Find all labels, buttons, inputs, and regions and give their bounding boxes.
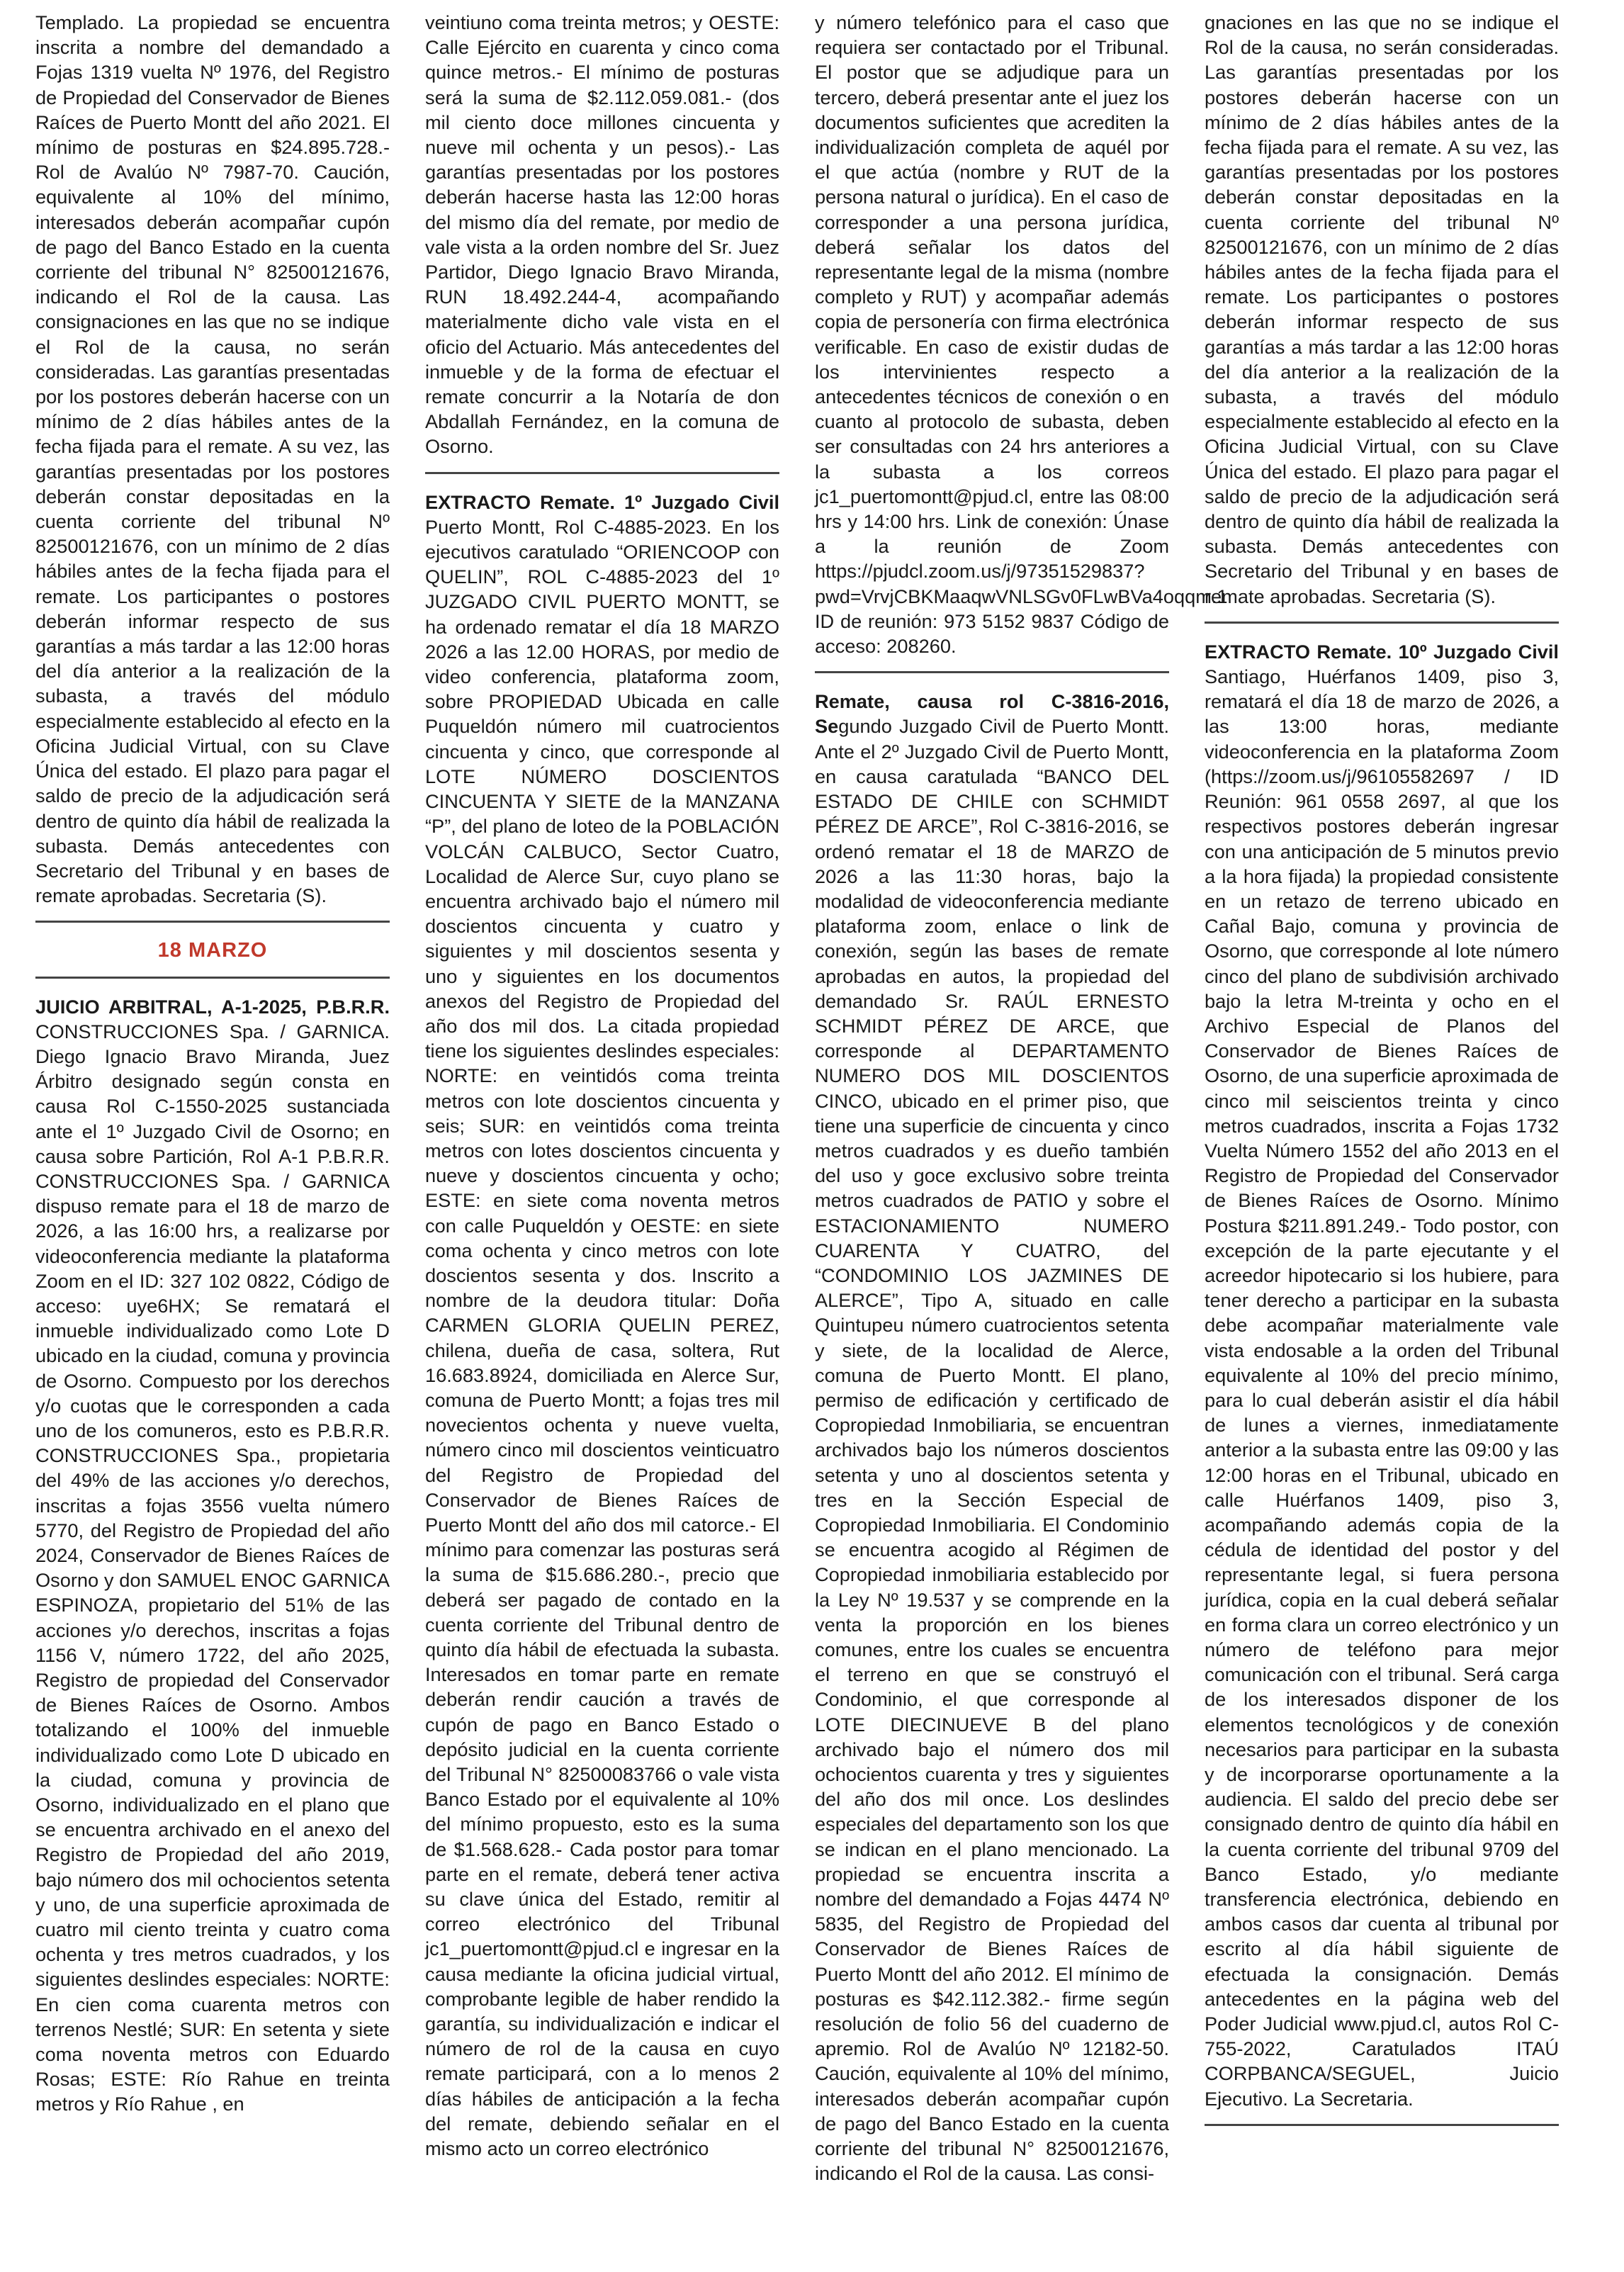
divider [815,671,1169,673]
column-1 [35,10,390,2263]
notice-body: gundo Juzgado Civil de Puerto Montt. Ante el 2º Juzgado Civil de Puerto Montt, en causa caratulada “BANCO DEL ESTADO DE CHILE con SCHMIDT PÉREZ DE ARCE”, Rol C-3816-2016, se ordenó rematar el 18 de MARZO de 2026 a las 11:30 horas, bajo la modalidad de videoconferencia mediante plataforma zoom, enlace o link de conexión, según las bases de remate aprobadas en autos, la propiedad del demandado Sr. RAÚL ERNESTO SCHMIDT PÉREZ DE ARCE, que corresponde al DEPARTAMENTO NUMERO DOS MIL DOSCIENTOS CINCO, ubicado en el primer piso, que tiene una superficie de cincuenta y cinco metros cuadrados y es dueño también del uso y goce exclusivo sobre treinta metros cuadrados de PATIO y sobre el ESTACIONAMIENTO NUMERO CUARENTA Y CUATRO, del “CONDOMINIO LOS JAZMINES DE ALERCE”, Tipo A, situado en calle Quintupeu número cuatrocientos setenta y siete, de la localidad de Alerce, comuna de Puerto Montt. El plano, permiso de edificación y certificado de Copropiedad Inmobiliaria, se encuentran archivados bajo los números doscientos setenta y uno al doscientos setenta y tres en la Sección Especial de Copropiedad Inmobiliaria. El Condominio se encuentra acogido al Régimen de Copropiedad inmobiliaria establecido por la Ley Nº 19.537 y se comprende en la venta la proporción en los bienes comunes, entre los cuales se encuentra el terreno en que se construyó el Condominio, el que corresponde al LOTE DIECINUEVE B del plano archivado bajo el número dos mil ochocientos cuarenta y tres y siguientes del año dos mil once. Los deslindes especiales del departamento son los que se indican en el plano mencionado. La propiedad se encuentra inscrita a nombre del demandado a Fojas 4474 Nº 5835, del Registro de Propiedad del Conservador de Bienes Raíces de Puerto Montt del año 2012. El mínimo de posturas es $42.112.382.- firme según resolución de folio 56 del cuaderno de apremio. Rol de Avalúo Nº 12182-50. Caución, equivalente al 10% del mínimo, interesados deberán acompañar cupón de pago del Banco Estado en la cuenta corriente del tribunal N° 82500121676, indicando el Rol de la causa. Las consi- [815,715,1169,2185]
divider [35,921,390,923]
notice-body: Puerto Montt, Rol C-4885-2023. En los ejecutivos caratulado “ORIENCOOP con QUELIN”, ROL C-4885-2023 del 1º JUZGADO CIVIL PUERTO MONTT, se ha ordenado rematar el día 18 MARZO 2026 a las 12.00 HORAS, por medio de video conferencia, plataforma zoom, sobre PROPIEDAD Ubicada en calle Puqueldón número mil cuatrocientos cincuenta y cinco, que corresponde al LOTE NÚMERO DOSCIENTOS CINCUENTA Y SIETE de la MANZANA “P”, del plano de loteo de la POBLACIÓN VOLCÁN CALBUCO, Sector Cuatro, Localidad de Alerce Sur, cuyo plano se encuentra archivado bajo el número mil doscientos cincuenta y cuatro y siguientes y mil doscientos sesenta y uno y siguientes en los documentos anexos del Registro de Propiedad del año dos mil dos. La citada propiedad tiene los siguientes deslindes especiales: NORTE: en veintidós coma treinta metros con lote doscientos cincuenta y seis; SUR: en veintidós coma treinta metros con lotes doscientos cincuenta y nueve y doscientos cincuenta y ocho; ESTE: en siete coma noventa metros con calle Puqueldón y OESTE: en siete coma ochenta y cinco metros con lote doscientos sesenta y dos. Inscrito a nombre de la deudora titular: Doña CARMEN GLORIA QUELIN PEREZ, chilena, dueña de casa, soltera, Rut 16.683.8924, domiciliada en Alerce Sur, comuna de Puerto Montt; a fojas tres mil novecientos ochenta y nueve vuelta, número cinco mil doscientos veinticuatro del Registro de Propiedad del Conservador de Bienes Raíces de Puerto Montt del año dos mil catorce.- El mínimo para comenzar las posturas será la suma de $15.686.280.-, precio que deberá ser pagado de contado en la cuenta corriente del Tribunal dentro de quinto día hábil de efectuada la subasta. Interesados en tomar parte en remate deberán rendir caución a través de cupón de pago en Banco Estado o depósito judicial en la cuenta corriente del Tribunal N° 82500083766 o vale vista Banco Estado por el equivalente al 10% del mínimo propuesto, esto es la suma de $1.568.628.- Cada postor para tomar parte en el remate, deberá tener activa su clave única del Estado, remitir al correo electrónico del Tribunal jc1_puertomontt@pjud.cl e ingresar en la causa mediante la oficina judicial virtual, comprobante legible de haber rendido la garantía, su individualización e indicar el número de rol de la causa en cuyo remate participará, con a lo menos 2 días hábiles de anticipación a la fecha del remate, debiendo señalar en el mismo acto un correo electrónico [425,515,779,2160]
notice-heading: Remate, causa rol C-3816-2016, Se [815,690,1169,738]
classified-page [35,10,1580,2263]
column-3 [815,10,1228,2263]
divider [35,977,390,979]
date-heading: 18 MARZO [157,939,268,962]
divider [425,472,779,474]
notice-continuation-text: veintiuno coma treinta metros; y OESTE: Calle Ejército en cuarenta y cinco coma quince metros.- El mínimo de posturas será la suma de $2.112.059.081.- (dos mil ciento doce millones cincuenta y nueve mil ochenta y un pesos).- Las garantías presentadas por los postores deberán hacerse hasta las 12:00 horas del mismo día del remate, por medio de vale vista a la orden nombre del Sr. Juez Partidor, Diego Ignacio Bravo Miranda, RUN 18.492.244-4, acompañando materialmente dicho vale vista en el oficio del Actuario. Más antecedentes del inmueble y de la forma de efectuar el remate concurrir a la Notaría de don Abdallah Fernández, en la comuna de Osorno. [425,11,779,458]
notice-continuation-text: y número telefónico para el caso que requiera ser contactado por el Tribunal. El postor que se adjudique para un tercero, deberá presentar ante el juez los documentos suficientes que acrediten la individualización completa de aquél por el que actúa (nombre y RUT de la persona natural o jurídica). En el caso de corresponder a una persona jurídica, deberá señalar los datos del representante legal de la misma (nombre completo y RUT) y acompañar además copia de personería con firma electrónica verificable. En caso de existir dudas de los intervinientes respecto a antecedentes técnicos de conexión o en cuanto al protocolo de subasta, deben ser consultadas con 24 hrs anteriores a la subasta a los correos jc1_puertomontt@pjud.cl, entre las 08:00 hrs y 14:00 hrs. Link de conexión: Únase a la reunión de Zoom https://pjudcl.zoom.us/j/97351529837?pwd=VrvjCBKMaaqwVNLSGv0FLwBVa4oqqm.1 ID de reunión: 973 5152 9837 Código de acceso: 208260. [815,11,1228,658]
notice-extracto-10-juzgado [1205,639,1559,2111]
notice-body: Santiago, Huérfanos 1409, piso 3, rematará el día 18 de marzo de 2026, a las 13:00 horas, mediante videoconferencia en la plataforma Zoom (https://zoom.us/j/96105582697 / ID Reunión: 961 0558 2697, al que los respectivos postores deberán ingresar con una anticipación de 5 minutos previo a la hora fijada) la propiedad consistente en un retazo de terreno ubicado en Cañal Bajo, comuna y provincia de Osorno, que corresponde al lote número cinco del plano de subdivisión archivado bajo la letra M-treinta y ocho en el Archivo Especial de Planos del Conservador de Bienes Raíces de Osorno, de una superficie aproximada de cinco mil seiscientos treinta y cinco metros cuadrados, inscrita a Fojas 1732 Vuelta Número 1552 del año 2013 en el Registro de Propiedad del Conservador de Bienes Raíces de Osorno. Mínimo Postura $211.891.249.- Todo postor, con excepción de la parte ejecutante y el acreedor hipotecario si los hubiere, para tener derecho a participar en la subasta debe acompañar materialmente vale vista endosable a la orden del Tribunal equivalente al 10% del precio mínimo, para lo cual deberán asistir el día hábil de lunes a viernes, inmediatamente anterior a la subasta entre las 09:00 y las 12:00 horas en el Tribunal, ubicado en calle Huérfanos 1409, piso 3, acompañando además copia de la cédula de identidad del postor y del representante legal, si fuera persona jurídica, copia en la cual deberá señalar en forma clara un correo electrónico y un número de teléfono para mejor comunicación con el tribunal. Será carga de los interesados disponer de los elementos tecnológicos y de conexión necesarios para participar en la subasta y de incorporarse oportunamente a la audiencia. El saldo del precio debe ser consignado dentro de quinto día hábil en la cuenta corriente del tribunal 9709 del Banco Estado, y/o mediante transferencia electrónica, debiendo en ambos casos dar cuenta al tribunal por escrito al día hábil siguiente de efectuada la consignación. Demás antecedentes en la página web del Poder Judicial www.pjud.cl, autos Rol C-755-2022, Caratulados ITAÚ CORPBANCA/SEGUEL, Juicio Ejecutivo. La Secretaria. [1205,665,1559,2110]
notice-body: CONSTRUCCIONES Spa. / GARNICA. Diego Ignacio Bravo Miranda, Juez Árbitro designado según consta en causa Rol C-1550-2025 sustanciada ante el 1º Juzgado Civil de Osorno; en causa sobre Partición, Rol A-1 P.B.R.R. CONSTRUCCIONES Spa. / GARNICA dispuso remate para el 18 de marzo de 2026, a las 16:00 hrs, a realizarse por videoconferencia mediante la plataforma Zoom en el ID: 327 102 0822, Código de acceso: uye6HX; Se rematará el inmueble individualizado como Lote D ubicado en la ciudad, comuna y provincia de Osorno. Compuesto por los derechos y/o cuotas que le corresponden a cada uno de los comuneros, esto es P.B.R.R. CONSTRUCCIONES Spa., propietaria del 49% de las acciones y/o derechos, inscritas a fojas 3556 vuelta número 5770, del Registro de Propiedad del año 2024, Conservador de Bienes Raíces de Osorno y don SAMUEL ENOC GARNICA ESPINOZA, propietario del 51% de las acciones y/o derechos, inscritas a fojas 1156 V, número 1722, del año 2025, Registro de propiedad del Conservador de Bienes Raíces de Osorno. Ambos totalizando el 100% del inmueble individualizado como Lote D ubicado en la ciudad, comuna y provincia de Osorno, individualizado en el plano que se encuentra archivado en el anexo del Registro de Propiedad del año 2019, bajo número dos mil ochocientos setenta y uno, de una superficie aproximada de cuatro mil ciento treinta y cuatro coma ochenta y tres metros cuadrados, y los siguientes deslindes especiales: NORTE: En cien coma cuarenta metros con terrenos Nestlé; SUR: En setenta y siete coma noventa metros con Eduardo Rosas; ESTE: Río Rahue en treinta metros y Río Rahue , en [35,1020,390,2115]
notice-continuation-text: Templado. La propiedad se encuentra inscrita a nombre del demandado a Fojas 1319 vuelta Nº 1976, del Registro de Propiedad del Conservador de Bienes Raíces de Puerto Montt del año 2021. El mínimo de posturas en $24.895.728.- Rol de Avalúo Nº 7987-70. Caución, equivalente al 10% del mínimo, interesados deberán acompañar cupón de pago del Banco Estado en la cuenta corriente del tribunal N° 82500121676, indicando el Rol de la causa. Las consignaciones en las que no se indique el Rol de la causa, no serán consideradas. Las garantías presentadas por los postores deberán hacerse con un mínimo de 2 días hábiles antes de la fecha fijada para el remate. A su vez, las garantías presentadas por los postores deberán constar depositadas en la cuenta corriente del tribunal Nº 82500121676, con un mínimo de 2 días hábiles antes de la fecha fijada para el remate. Los participantes o postores deberán informar respecto de sus garantías a más tardar a las 12:00 horas del día anterior a la realización de la subasta, a través del módulo especialmente establecido al efecto en la Oficina Judicial Virtual, con su Clave Única del estado. El plazo para pagar el saldo de precio de la adjudicación será dentro de quinto día hábil de realizada la subasta. Demás antecedentes con Secretario del Tribunal y en bases de remate aprobadas. Secretaria (S). [35,11,390,907]
column-2 [425,10,779,2263]
notice-juicio-arbitral [35,994,390,2117]
notice-extracto-1-juzgado [425,490,779,2161]
notice-continuation-text: gnaciones en las que no se indique el Rol de la causa, no serán consideradas. Las garantías presentadas por los postores deberán hacerse con un mínimo de 2 días hábiles antes de la fecha fijada para el remate. A su vez, las garantías presentadas por los postores deberán constar depositadas en la cuenta corriente del tribunal Nº 82500121676, con un mínimo de 2 días hábiles antes de la fecha fijada para el remate. Los participantes o postores deberán informar respecto de sus garantías a más tardar a las 12:00 horas del día anterior a la realización de la subasta, a través del módulo especialmente establecido al efecto en la Oficina Judicial Virtual, con su Clave Única del estado. El plazo para pagar el saldo de precio de la adjudicación será dentro de quinto día hábil de realizada la subasta. Demás antecedentes con Secretario del Tribunal y en bases de remate aprobadas. Secretaria (S). [1205,11,1559,607]
notice-heading: EXTRACTO Remate. 10º Juzgado Civil [1205,640,1559,663]
notice-heading: EXTRACTO Remate. 1º Juzgado Civil [425,490,779,513]
notice-heading: JUICIO ARBITRAL, A-1-2025, P.B.R.R. [35,995,390,1018]
notice-remate-c-3816-2016 [815,689,1169,2186]
divider [1205,2124,1559,2126]
divider [1205,622,1559,624]
column-4 [1205,10,1559,2263]
